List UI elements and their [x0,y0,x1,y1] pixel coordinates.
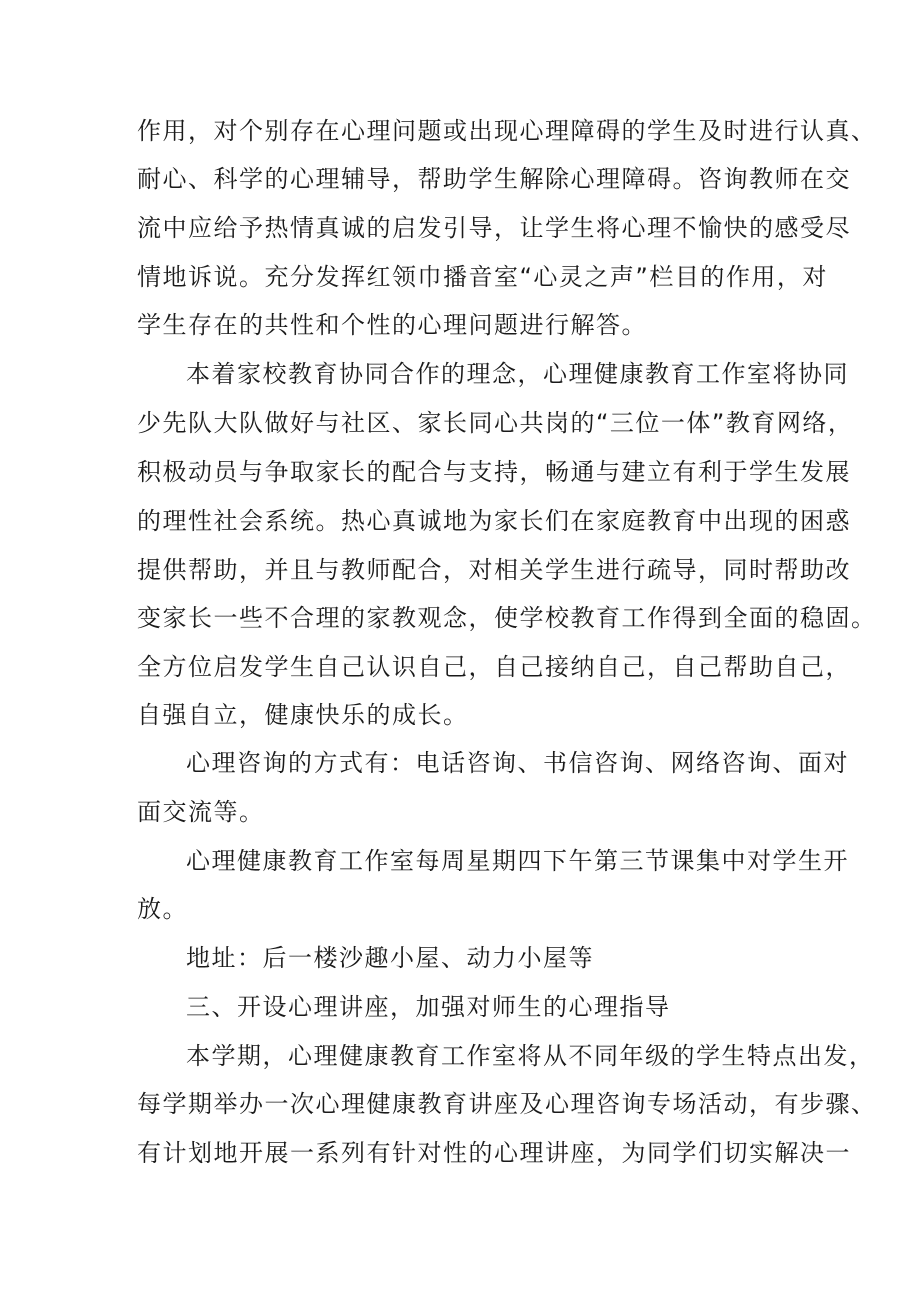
text-line: 少先队大队做好与社区、家长同心共岗的“三位一体”教育网络， [137,409,854,437]
address-line: 地址：后一楼沙趣小屋、动力小屋等 [186,944,594,972]
text-line: 本着家校教育协同合作的理念，心理健康教育工作室将协同 [186,360,849,388]
text-line: 自强自立，健康快乐的成长。 [137,701,469,729]
text-line: 有计划地开展一系列有针对性的心理讲座，为同学们切实解决一 [137,1139,851,1167]
text-line: 心理咨询的方式有：电话咨询、书信咨询、网络咨询、面对 [186,749,849,777]
text-line: 变家长一些不合理的家教观念，使学校教育工作得到全面的稳固。 [137,604,877,632]
text-line: 情地诉说。充分发挥红领巾播音室“心灵之声”栏目的作用，对 [137,263,828,291]
text-line: 学生存在的共性和个性的心理问题进行解答。 [137,311,647,339]
text-line: 流中应给予热情真诚的启发引导，让学生将心理不愉快的感受尽 [137,214,851,242]
text-line: 面交流等。 [137,798,265,826]
text-line: 本学期，心理健康教育工作室将从不同年级的学生特点出发， [186,1042,875,1070]
section-heading: 三、开设心理讲座，加强对师生的心理指导 [186,993,671,1021]
text-line: 作用，对个别存在心理问题或出现心理障碍的学生及时进行认真、 [137,117,877,145]
text-line: 的理性社会系统。热心真诚地为家长们在家庭教育中出现的困惑 [137,507,851,535]
text-line: 耐心、科学的心理辅导，帮助学生解除心理障碍。咨询教师在交 [137,165,851,193]
text-line: 放。 [137,895,188,923]
text-line: 心理健康教育工作室每周星期四下午第三节课集中对学生开 [186,847,849,875]
text-line: 提供帮助，并且与教师配合，对相关学生进行疏导，同时帮助改 [137,556,851,584]
text-line: 全方位启发学生自己认识自己，自己接纳自己，自己帮助自己， [137,653,851,681]
text-line: 积极动员与争取家长的配合与支持，畅通与建立有利于学生发展 [137,458,851,486]
text-line: 每学期举办一次心理健康教育讲座及心理咨询专场活动，有步骤、 [137,1090,877,1118]
